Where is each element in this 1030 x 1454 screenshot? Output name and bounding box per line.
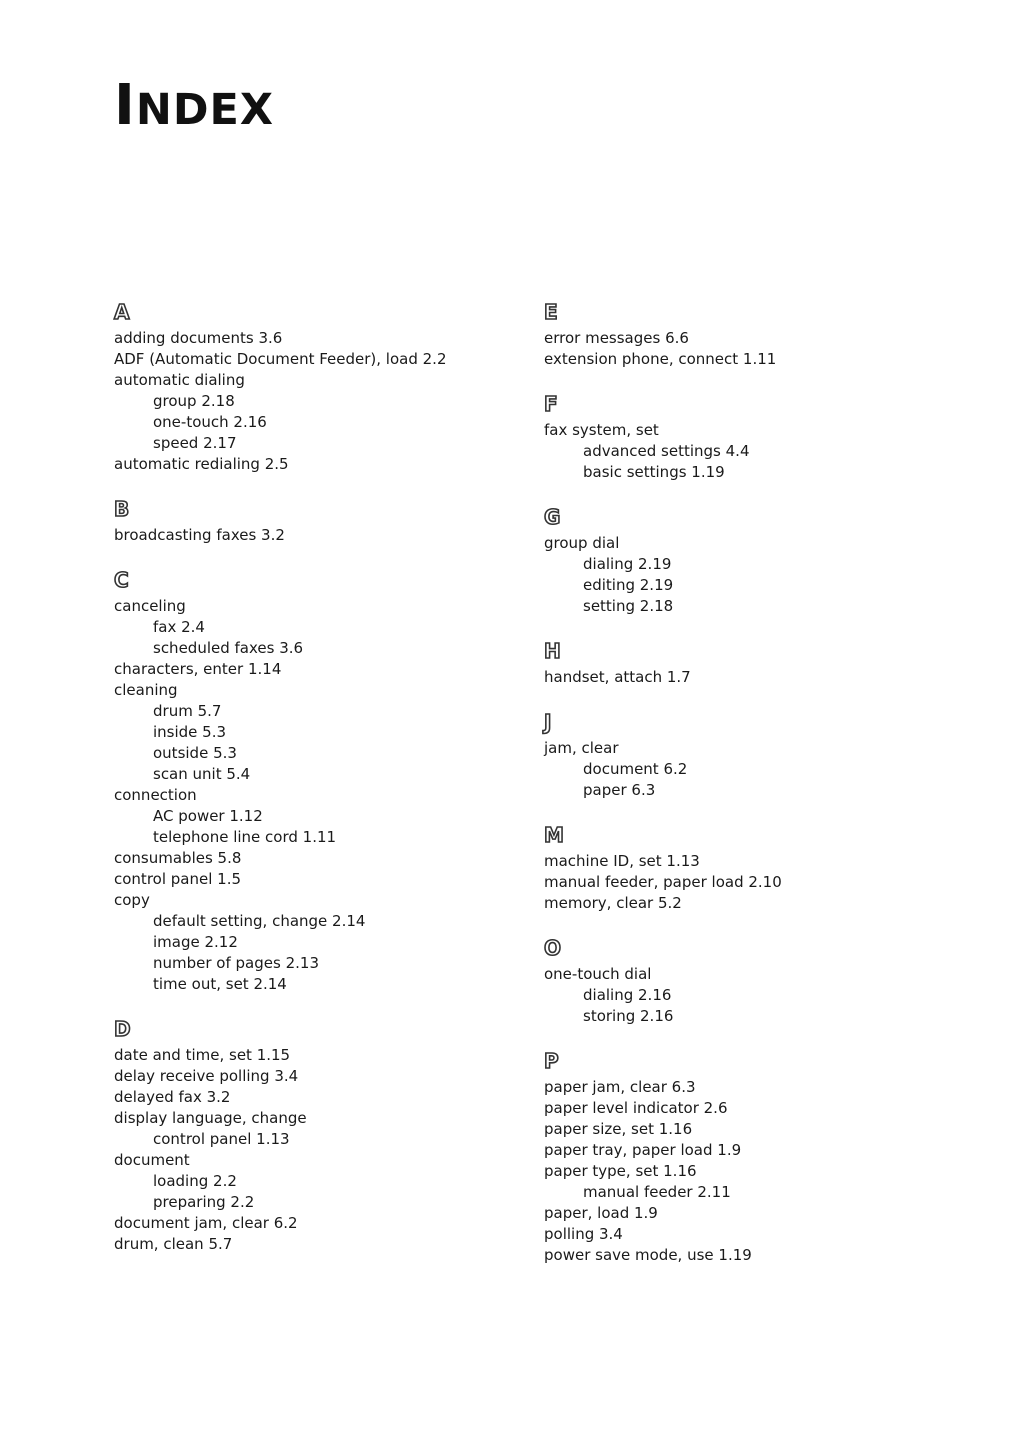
index-subentry: manual feeder 2.11 bbox=[583, 1183, 731, 1201]
index-entry: consumables 5.8 bbox=[114, 849, 242, 867]
index-entry: error messages 6.6 bbox=[544, 329, 689, 347]
index-subentry: time out, set 2.14 bbox=[153, 975, 287, 993]
index-subentry: paper 6.3 bbox=[583, 781, 656, 799]
index-entry: jam, clear bbox=[544, 739, 619, 757]
section-letter: P bbox=[544, 1049, 559, 1073]
section-letter: M bbox=[544, 823, 564, 847]
index-entry: manual feeder, paper load 2.10 bbox=[544, 873, 782, 891]
index-entry: memory, clear 5.2 bbox=[544, 894, 682, 912]
index-subentry: document 6.2 bbox=[583, 760, 688, 778]
index-subentry: scan unit 5.4 bbox=[153, 765, 251, 783]
section-letter: G bbox=[544, 505, 561, 529]
index-entry: paper size, set 1.16 bbox=[544, 1120, 693, 1138]
index-subentry: dialing 2.19 bbox=[583, 555, 672, 573]
index-subentry: telephone line cord 1.11 bbox=[153, 828, 337, 846]
index-subentry: one-touch 2.16 bbox=[153, 413, 267, 431]
index-subentry: loading 2.2 bbox=[153, 1172, 237, 1190]
index-subentry: preparing 2.2 bbox=[153, 1193, 255, 1211]
index-entry: automatic dialing bbox=[114, 371, 245, 389]
index-subentry: control panel 1.13 bbox=[153, 1130, 290, 1148]
index-entry: delay receive polling 3.4 bbox=[114, 1067, 299, 1085]
section-letter: F bbox=[544, 392, 558, 416]
index-entry: paper type, set 1.16 bbox=[544, 1162, 697, 1180]
index-entry: paper tray, paper load 1.9 bbox=[544, 1141, 742, 1159]
index-subentry: number of pages 2.13 bbox=[153, 954, 319, 972]
index-subentry: setting 2.18 bbox=[583, 597, 674, 615]
index-subentry: dialing 2.16 bbox=[583, 986, 672, 1004]
index-section-o bbox=[544, 934, 984, 1027]
index-subentry: editing 2.19 bbox=[583, 576, 674, 594]
index-entry: automatic redialing 2.5 bbox=[114, 455, 289, 473]
section-letter: C bbox=[114, 568, 129, 592]
section-letter: H bbox=[544, 639, 561, 663]
index-entry: polling 3.4 bbox=[544, 1225, 623, 1243]
page-title-initial: I bbox=[114, 73, 136, 138]
index-entry: one-touch dial bbox=[544, 965, 652, 983]
index-left-column bbox=[114, 298, 554, 1275]
index-entry: delayed fax 3.2 bbox=[114, 1088, 231, 1106]
index-section-c bbox=[114, 566, 554, 995]
index-subentry: scheduled faxes 3.6 bbox=[153, 639, 304, 657]
section-letter: D bbox=[114, 1017, 131, 1041]
index-right-column bbox=[544, 298, 984, 1286]
index-subentry: group 2.18 bbox=[153, 392, 235, 410]
index-entry: display language, change bbox=[114, 1109, 307, 1127]
index-section-d bbox=[114, 1015, 554, 1255]
index-entry: ADF (Automatic Document Feeder), load 2.2 bbox=[114, 350, 447, 368]
index-entry: control panel 1.5 bbox=[114, 870, 242, 888]
index-section-p bbox=[544, 1047, 984, 1266]
index-subentry: fax 2.4 bbox=[153, 618, 205, 636]
index-entry: fax system, set bbox=[544, 421, 659, 439]
index-entry: connection bbox=[114, 786, 197, 804]
index-entry: adding documents 3.6 bbox=[114, 329, 283, 347]
index-entry: cleaning bbox=[114, 681, 178, 699]
index-subentry: speed 2.17 bbox=[153, 434, 237, 452]
index-entry: paper level indicator 2.6 bbox=[544, 1099, 728, 1117]
index-section-g bbox=[544, 503, 984, 617]
index-subentry: outside 5.3 bbox=[153, 744, 237, 762]
index-subentry: basic settings 1.19 bbox=[583, 463, 725, 481]
index-entry: handset, attach 1.7 bbox=[544, 668, 691, 686]
section-letter: E bbox=[544, 300, 558, 324]
page-title-rest: NDEX bbox=[135, 85, 275, 135]
index-entry: document bbox=[114, 1151, 190, 1169]
index-subentry: inside 5.3 bbox=[153, 723, 227, 741]
index-subentry: advanced settings 4.4 bbox=[583, 442, 750, 460]
index-entry: paper, load 1.9 bbox=[544, 1204, 658, 1222]
index-subentry: default setting, change 2.14 bbox=[153, 912, 366, 930]
index-subentry: storing 2.16 bbox=[583, 1007, 674, 1025]
section-letter: A bbox=[114, 300, 130, 324]
index-section-b bbox=[114, 495, 554, 546]
index-entry: extension phone, connect 1.11 bbox=[544, 350, 777, 368]
index-entry: machine ID, set 1.13 bbox=[544, 852, 700, 870]
index-section-m bbox=[544, 821, 984, 914]
index-section-j bbox=[544, 708, 984, 801]
section-letter: B bbox=[114, 497, 130, 521]
index-section-f bbox=[544, 390, 984, 483]
section-letter: J bbox=[544, 710, 552, 734]
index-entry: canceling bbox=[114, 597, 186, 615]
index-subentry: AC power 1.12 bbox=[153, 807, 263, 825]
index-subentry: image 2.12 bbox=[153, 933, 238, 951]
index-section-a bbox=[114, 298, 554, 475]
index-entry: power save mode, use 1.19 bbox=[544, 1246, 752, 1264]
index-entry: drum, clean 5.7 bbox=[114, 1235, 233, 1253]
index-section-e bbox=[544, 298, 984, 370]
page-title bbox=[114, 73, 275, 138]
section-letter: O bbox=[544, 936, 562, 960]
index-section-h bbox=[544, 637, 984, 688]
index-entry: date and time, set 1.15 bbox=[114, 1046, 291, 1064]
index-entry: group dial bbox=[544, 534, 620, 552]
index-entry: document jam, clear 6.2 bbox=[114, 1214, 298, 1232]
index-entry: copy bbox=[114, 891, 150, 909]
index-subentry: drum 5.7 bbox=[153, 702, 222, 720]
index-entry: paper jam, clear 6.3 bbox=[544, 1078, 696, 1096]
index-entry: broadcasting faxes 3.2 bbox=[114, 526, 285, 544]
index-entry: characters, enter 1.14 bbox=[114, 660, 282, 678]
